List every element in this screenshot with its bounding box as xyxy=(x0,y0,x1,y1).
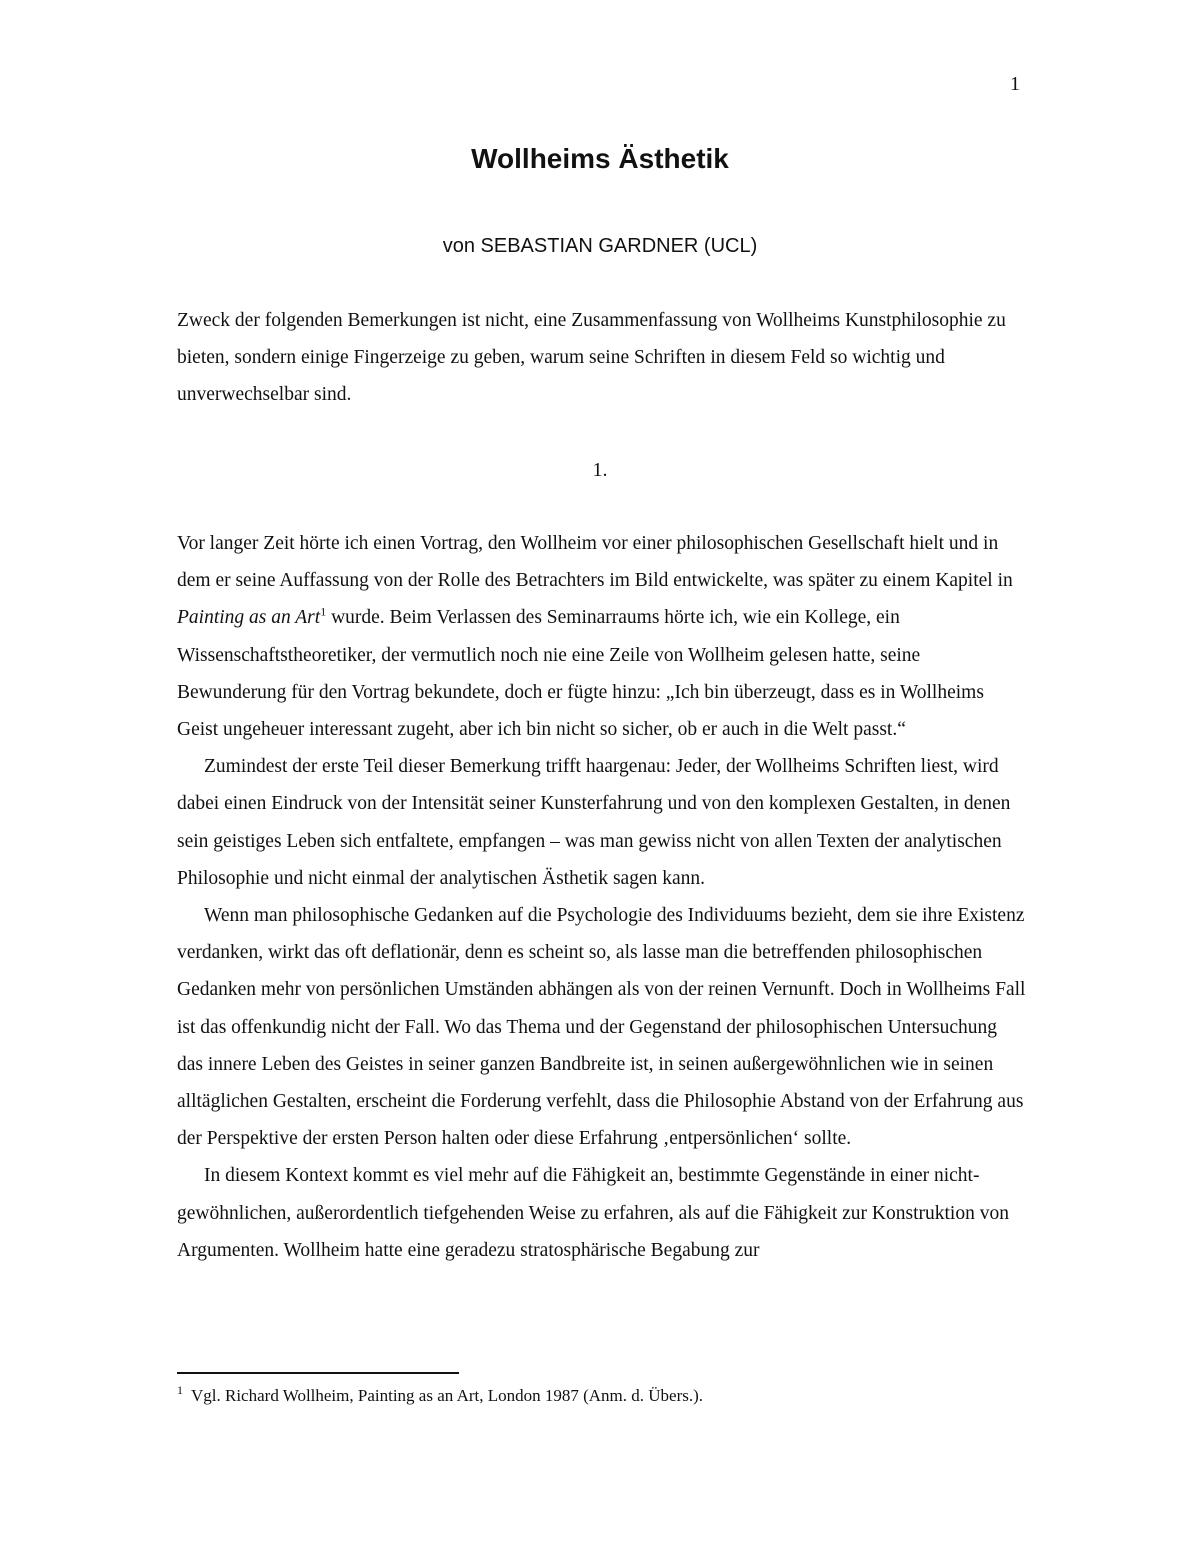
footnote-separator xyxy=(177,1372,459,1374)
paragraph-1-text-b: wurde. Beim Verlassen des Seminarraums hörte ich, wie ein Kollege, ein Wissenschaftstheoretiker, der vermutlich noch nie eine Zeile von Wollheim gelesen hatte, seine Bewunderung für den Vortrag bekundete, doch er fügte hinzu: „Ich bin überzeugt, dass es in Wollheims Geist ungeheuer interessant zugeht, aber ich bin nicht so sicher, ob er auch in die Welt passt.“ xyxy=(177,607,984,741)
main-text xyxy=(177,525,1027,1269)
section-heading: 1. xyxy=(592,459,608,481)
footnote-reference: 1 xyxy=(320,604,327,619)
intro-paragraph: Zweck der folgenden Bemerkungen ist nicht, eine Zusammenfassung von Wollheims Kunstphilosophie zu bieten, sondern einige Fingerzeige zu geben, warum seine Schriften in diesem Feld so wichtig und unverwechselbar sind. xyxy=(177,310,1006,406)
book-title: Painting as an Art xyxy=(177,607,321,629)
paragraph-4: In diesem Kontext kommt es viel mehr auf die Fähigkeit an, bestimmte Gegenstände in einer nicht-gewöhnlichen, außerordentlich tiefgehenden Weise zu erfahren, als auf die Fähigkeit zur Konstruktion von Argumenten. Wollheim hatte eine geradezu stratosphärische Begabung zur xyxy=(177,1165,1009,1261)
paragraph-1 xyxy=(177,525,1027,748)
footnote-text: Vgl. Richard Wollheim, Painting as an Art, London 1987 (Anm. d. Übers.). xyxy=(191,1386,704,1405)
page-number: 1 xyxy=(1010,73,1020,95)
document-title: Wollheims Ästhetik xyxy=(471,143,729,174)
paragraph-2: Zumindest der erste Teil dieser Bemerkung trifft haargenau: Jeder, der Wollheims Schriften liest, wird dabei einen Eindruck von der Intensität seiner Kunsterfahrung und von den komplexen Gestalten, in denen sein geistiges Leben sich entfaltete, empfangen – was man gewiss nicht von allen Texten der analytischen Philosophie und nicht einmal der analytischen Ästhetik sagen kann. xyxy=(177,756,1011,889)
footnote-mark: 1 xyxy=(177,1383,183,1398)
paragraph-1-text-a: Vor langer Zeit hörte ich einen Vortrag, den Wollheim vor einer philosophischen Gesellschaft hielt und in dem er seine Auffassung von der Rolle des Betrachters im Bild entwickelte, was später zu einem Kapitel in xyxy=(177,533,1013,592)
footnote xyxy=(177,1383,1027,1409)
author-line: von SEBASTIAN GARDNER (UCL) xyxy=(442,235,758,257)
paragraph-3: Wenn man philosophische Gedanken auf die Psychologie des Individuums bezieht, dem sie ihre Existenz verdanken, wirkt das oft deflationär, denn es scheint so, als lasse man die betreffenden philosophischen Gedanken mehr von persönlichen Umständen abhängen als von der reinen Vernunft. Doch in Wollheims Fall ist das offenkundig nicht der Fall. Wo das Thema und der Gegenstand der philosophischen Untersuchung das innere Leben des Geistes in seiner ganzen Bandbreite ist, in seinen außergewöhnlichen wie in seinen alltäglichen Gestalten, erscheint die Forderung verfehlt, dass die Philosophie Abstand von der Erfahrung aus der Perspektive der ersten Person halten oder diese Erfahrung ‚entpersönlichen‘ sollte. xyxy=(177,905,1026,1150)
